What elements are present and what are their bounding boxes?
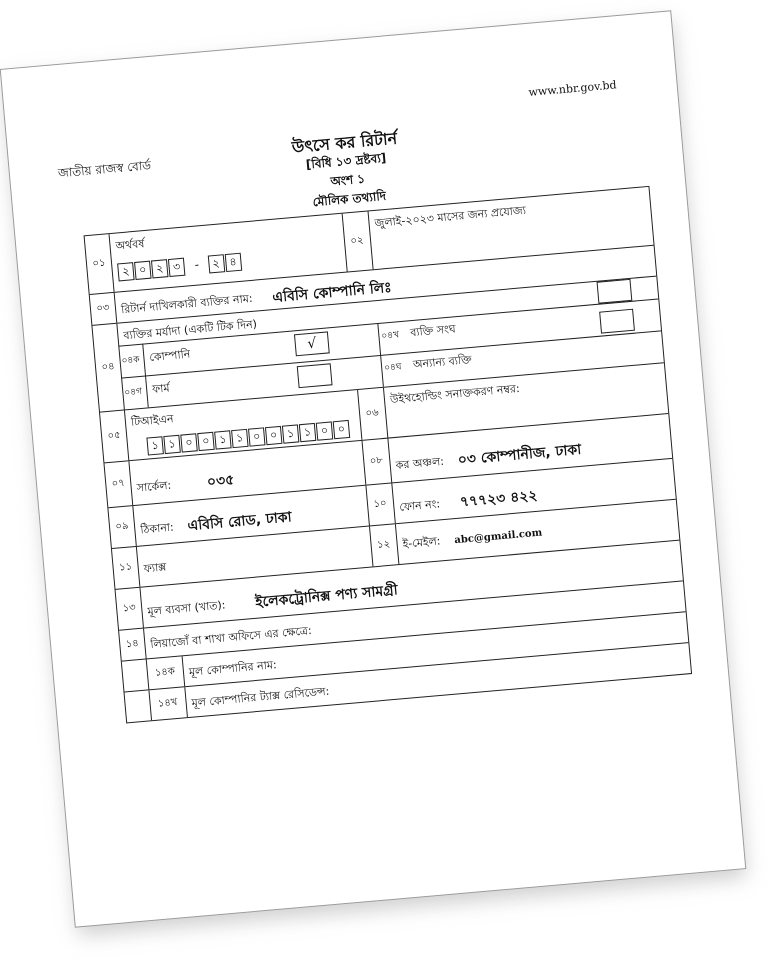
tin-digit: ১ (299, 423, 317, 442)
status-c-number: ০৪গ (124, 386, 143, 399)
phone-label: ফোন নং: (398, 496, 441, 514)
field-number: ০১ (85, 234, 115, 294)
tax-zone-value: ০৩ কোম্পানীজ, ঢাকা (457, 441, 582, 469)
tin-digit: ০ (316, 421, 334, 440)
status-association-label: ব্যক্তি সংঘ (409, 322, 457, 340)
part-label: অংশ ১ (329, 171, 366, 189)
address-label: ঠিকানা: (139, 520, 175, 536)
website-url: www.nbr.gov.bd (527, 78, 618, 99)
year-digit: ২ (117, 262, 135, 281)
email-value: abc@gmail.com (453, 527, 543, 546)
circle-label: সার্কেল: (136, 478, 172, 495)
field-number: ০৩ (90, 293, 118, 325)
status-company-label: কোম্পানি (148, 347, 191, 365)
tin-digit: ১ (282, 424, 300, 443)
basic-info-table (84, 186, 693, 724)
tin-digit: ১ (163, 435, 181, 454)
year-digit: ৩ (168, 258, 186, 277)
field-number: ১৩ (116, 588, 144, 630)
fax-label: ফ্যাক্স (143, 560, 167, 576)
tin-digit: ০ (197, 432, 215, 451)
main-business-value: ইলেকট্রোনিক্স পণ্য সামগ্রী (254, 582, 399, 611)
status-firm-label: ফার্ম (151, 381, 171, 396)
section-title: মৌলিক তথ্যাদি (312, 188, 387, 210)
tax-zone-label: কর অঞ্চল: (395, 454, 445, 472)
field-number: ০৮ (369, 454, 384, 467)
year-digit: ০ (134, 261, 152, 280)
tin-digit: ০ (265, 426, 283, 445)
tin-digit: ১ (214, 430, 232, 449)
field-number: ১৪খ (157, 696, 178, 710)
field-number: ০৪ (92, 324, 124, 412)
status-other-label: অন্যান্য ব্যক্তি (412, 353, 473, 372)
year-digit: ৪ (224, 253, 242, 272)
field-number: ১০ (373, 497, 387, 510)
filer-name-label: রিটার্ন দাখিলকারী ব্যক্তির নাম: (120, 291, 254, 317)
tin-digit: ০ (180, 433, 198, 452)
applicable-month-label: জুলাই-২০২৩ মাসের জন্য প্রযোজ্য (374, 203, 527, 230)
status-association-checkbox[interactable] (597, 279, 633, 304)
status-label: ব্যক্তির মর্যাদা (একটি টিক দিন) (122, 317, 258, 343)
email-label: ই-মেইল: (402, 533, 441, 551)
parent-company-residence-label: মূল কোম্পানির ট্যাক্স রেসিডেন্স: (191, 684, 330, 710)
address-value: এবিসি রোড, ঢাকা (186, 509, 293, 535)
withholding-id-label: উইথহোল্ডিং সনাক্তকরণ নম্বর: (389, 381, 521, 407)
tin-digit: ০ (248, 427, 266, 446)
circle-value: ০৩৫ (206, 472, 235, 491)
tin-digit: ০ (333, 420, 351, 439)
phone-value: ৭৭৭২৩ ৪২২ (459, 487, 539, 511)
parent-company-name-label: মূল কোম্পানির নাম: (188, 658, 278, 679)
status-a-number: ০৪ক (121, 354, 141, 367)
organization-name: জাতীয় রাজস্ব বোর্ড (57, 158, 152, 181)
filer-name-value: এবিসি কোম্পানি লিঃ (271, 279, 393, 306)
field-number: ০২ (350, 234, 364, 247)
field-number: ১২ (376, 538, 391, 551)
status-other-checkbox[interactable] (599, 309, 635, 334)
status-firm-checkbox[interactable] (297, 363, 333, 388)
tin-digit: ১ (231, 429, 249, 448)
field-number: ১৪ক (154, 665, 176, 679)
rule-note: [বিধি ১৩ দ্রষ্টব্য] (305, 150, 387, 172)
status-b-number: ০৪খ (381, 330, 400, 342)
field-number: ০৬ (365, 406, 380, 419)
field-number: ০৯ (108, 506, 136, 548)
status-d-number: ০৪ঘ (383, 362, 402, 374)
fiscal-year-label: অর্থবর্ষ (115, 237, 145, 253)
form-title: উৎসে কর রিটার্ন (291, 128, 398, 157)
year-digit: ২ (151, 259, 169, 278)
tax-return-form (0, 10, 746, 927)
field-number: ০৭ (104, 461, 133, 507)
field-number: ১১ (112, 547, 140, 589)
main-business-label: মূল ব্যবসা (খাত): (146, 597, 226, 618)
year-dash: - (194, 257, 200, 272)
field-number: ০৫ (100, 410, 129, 462)
status-company-checkbox[interactable]: √ (294, 331, 330, 356)
tin-digit: ১ (146, 436, 164, 455)
field-number: ১৪ (119, 629, 147, 661)
year-digit: ২ (207, 254, 225, 273)
tin-label: টিআইএন (130, 412, 175, 429)
liaison-office-label: লিয়াজোঁ বা শাখা অফিসে এর ক্ষেত্রে: (149, 623, 313, 652)
